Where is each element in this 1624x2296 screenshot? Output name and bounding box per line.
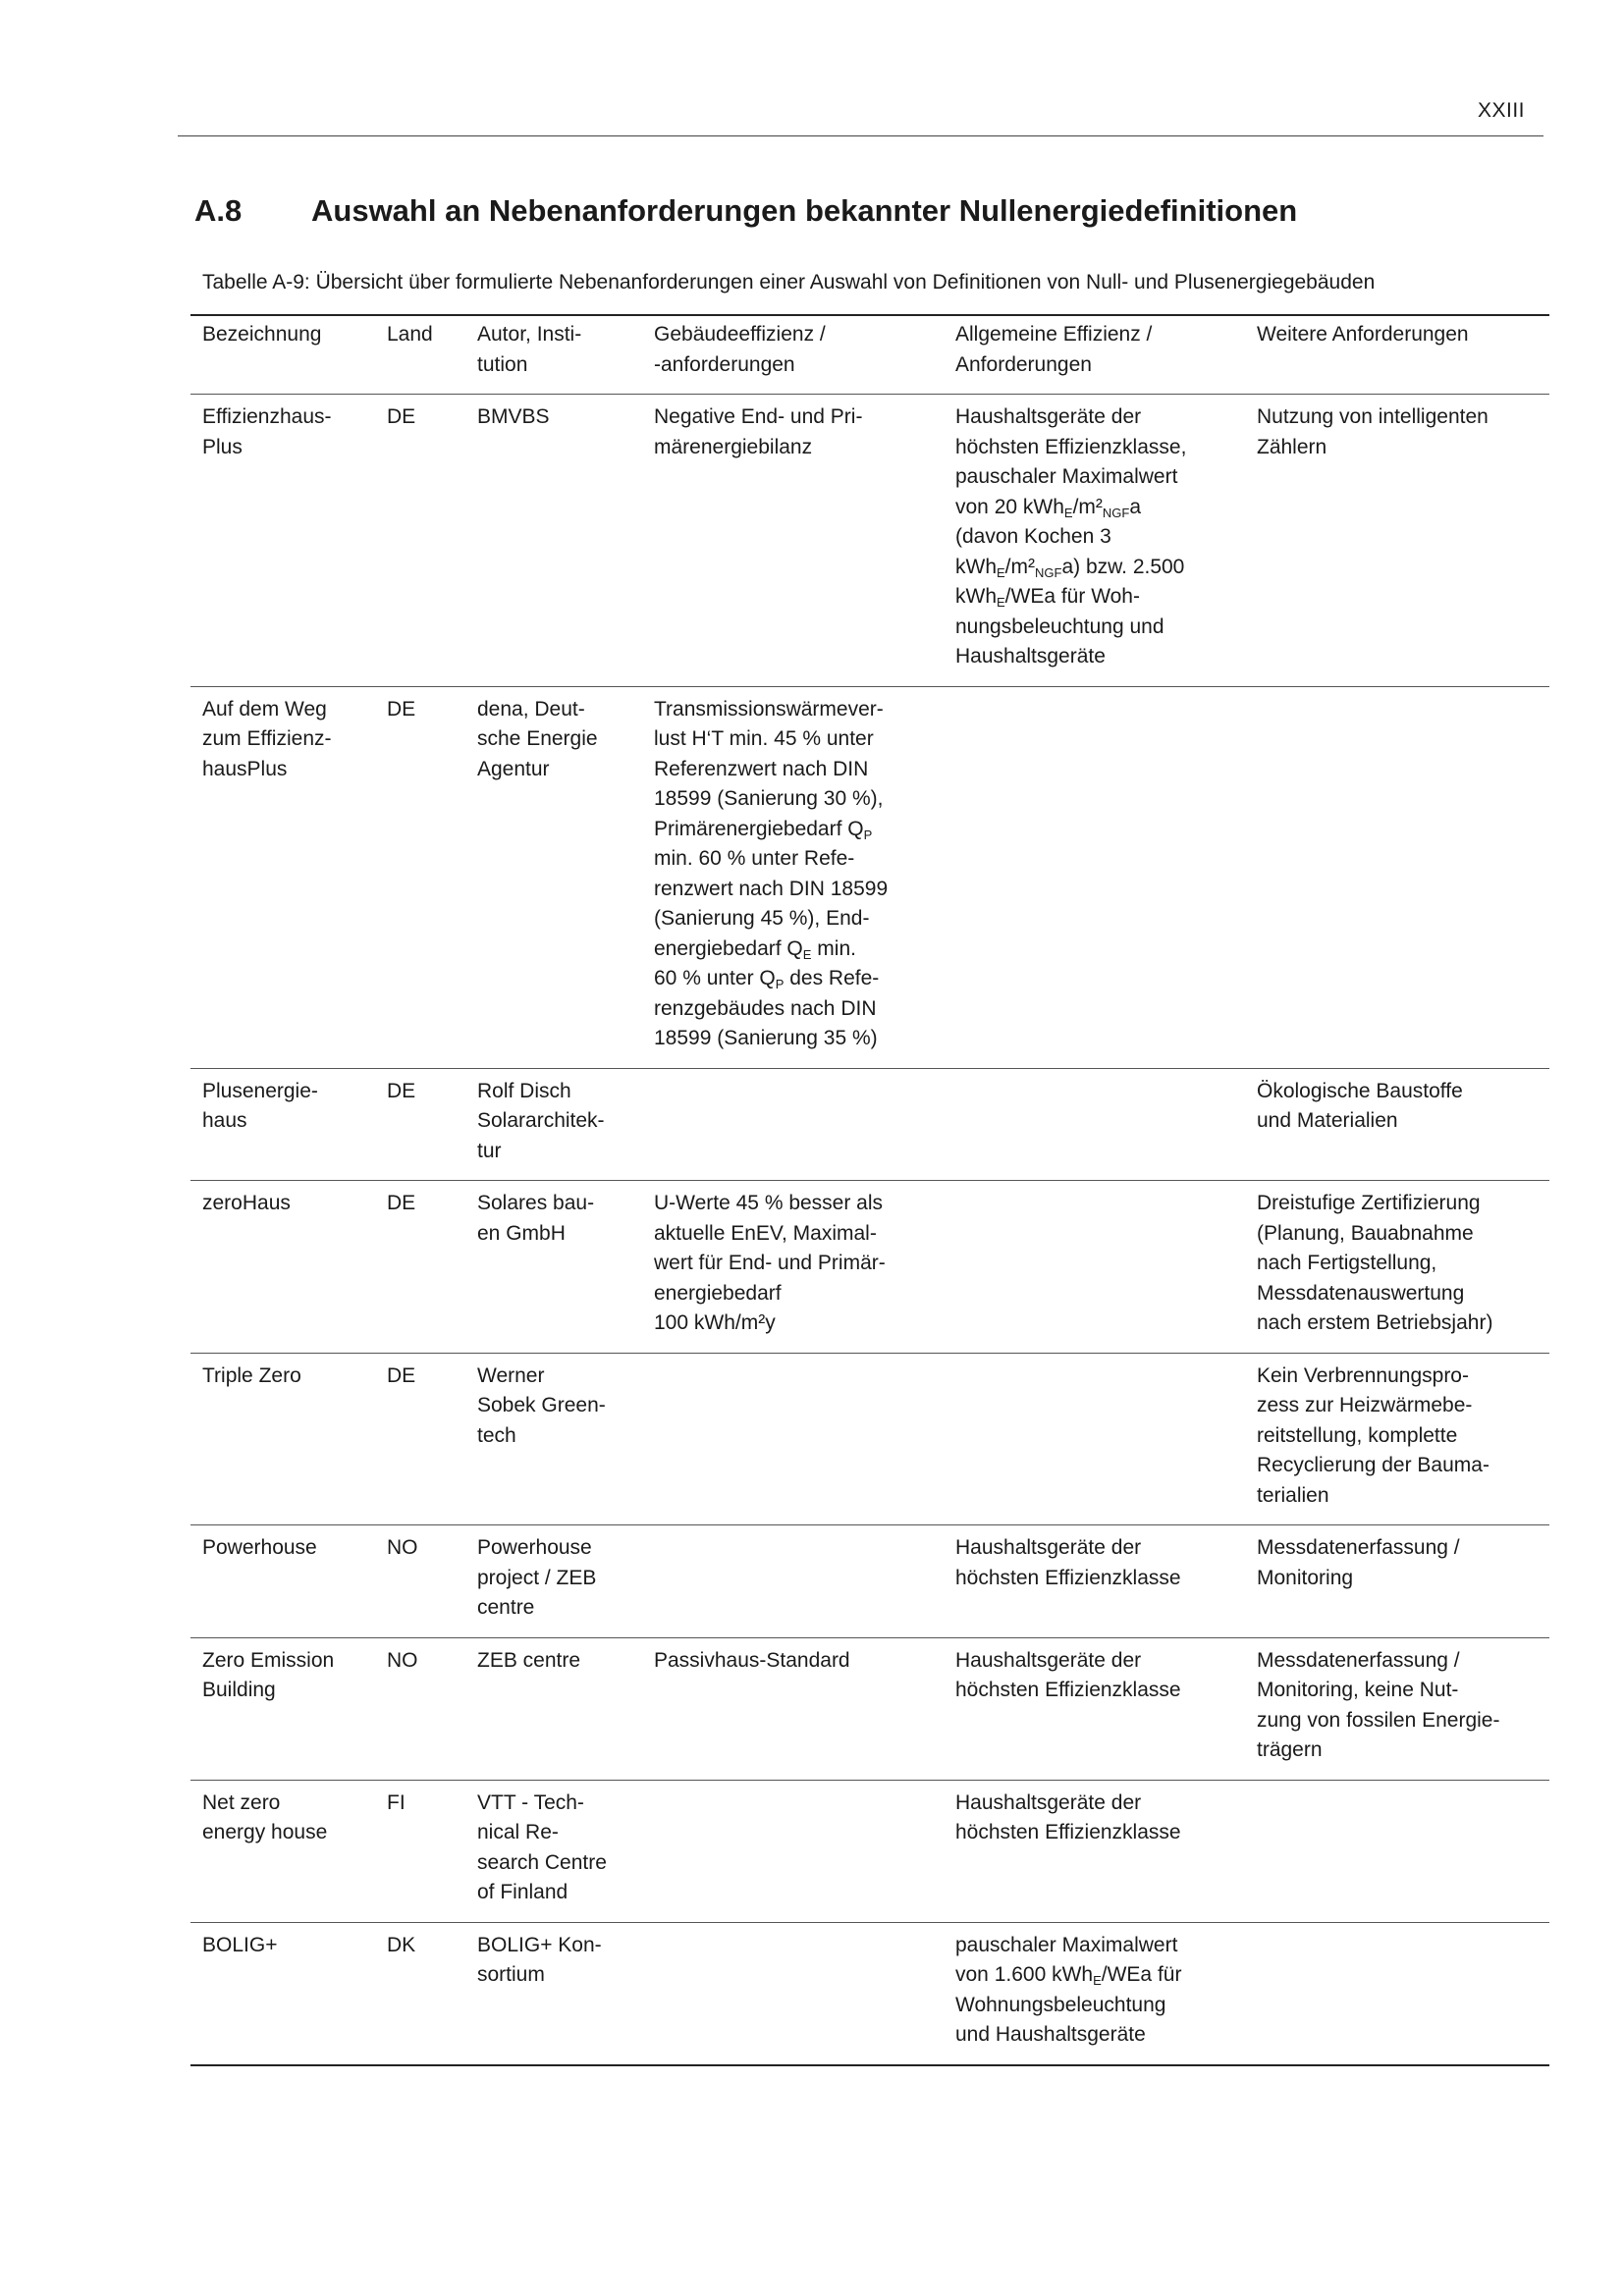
table-row xyxy=(190,1922,1549,2065)
cell-building xyxy=(642,1525,944,1638)
cell-further xyxy=(1245,1922,1549,2065)
table-row xyxy=(190,395,1549,687)
cell-general xyxy=(944,1068,1245,1181)
cell-further: Messdatenerfassung / Monitoring, keine Nut- zung von fossilen Energie- trägern xyxy=(1257,1648,1500,1761)
cell-further: Dreistufige Zertifizierung (Planung, Bauabnahme nach Fertigstellung, Messdatenauswertung nach erstem Betriebsjahr) xyxy=(1257,1192,1493,1334)
cell-country: DE xyxy=(387,1079,416,1102)
cell-further: Nutzung von intelligenten Zählern xyxy=(1257,405,1489,458)
cell-name: zeroHaus xyxy=(202,1192,291,1214)
section-title: Auswahl an Nebenanforderungen bekannter Nullenergiedefinitionen xyxy=(311,193,1298,228)
header-gebaeudeeffizienz: Gebäudeeffizienz / -anforderungen xyxy=(654,323,826,376)
cell-country: DE xyxy=(387,1192,416,1214)
cell-name: Triple Zero xyxy=(202,1363,301,1387)
cell-country: DK xyxy=(387,1933,416,1956)
cell-further xyxy=(1245,1780,1549,1922)
cell-author: Powerhouse project / ZEB centre xyxy=(477,1536,597,1619)
requirements-table xyxy=(190,314,1549,2066)
cell-building: Transmissionswärmever- lust H‘T min. 45 % unter Referenzwert nach DIN 18599 (Sanierung 30 %), Primärenergiebedarf $Q_P$ min. 60 % unter Refe- renzwert nach DIN 18599 (Sanierung 45 %), End- energiebedarf $Q_E$ min. 60 % unter $Q_P$ des Refe- renzgebäudes nach DIN 18599 (Sanierung 35 %) xyxy=(654,697,889,1049)
cell-name: BOLIG+ xyxy=(202,1933,278,1956)
cell-further: Messdatenerfassung / Monitoring xyxy=(1257,1536,1460,1589)
cell-country: DE xyxy=(387,1363,416,1387)
cell-further: Kein Verbrennungspro- zess zur Heizwärmebe- reitstellung, komplette Recyclierung der Bauma- terialien xyxy=(1257,1363,1489,1507)
cell-general xyxy=(944,1353,1245,1525)
header-allgemeine-effizienz: Allgemeine Effizienz / Anforderungen xyxy=(955,323,1153,376)
cell-name: Auf dem Weg zum Effizienz- hausPlus xyxy=(202,697,332,780)
cell-building xyxy=(642,1068,944,1181)
cell-general: Haushaltsgeräte der höchsten Effizienzklasse, pauschaler Maximalwert von 20 $kWh_E/m^2_{NGF}a$ (davon Kochen 3 $kWh_E/m^2_{NGF}a$) bzw. 2.500 kWh$_E$/WEa für Woh- nungsbeleuchtung und Haushaltsgeräte xyxy=(955,405,1187,667)
table-row xyxy=(190,1068,1549,1181)
cell-country: FI xyxy=(387,1790,406,1814)
cell-building: Negative End- und Pri- märenergiebilanz xyxy=(654,405,863,458)
table-row xyxy=(190,1525,1549,1638)
section-number: A.8 xyxy=(194,193,243,228)
cell-author: BOLIG+ Kon- sortium xyxy=(477,1933,602,1986)
cell-building xyxy=(642,1780,944,1922)
cell-country: NO xyxy=(387,1536,418,1559)
table-row xyxy=(190,1637,1549,1780)
cell-author: ZEB centre xyxy=(477,1648,581,1672)
cell-building xyxy=(642,1922,944,2065)
header-land: Land xyxy=(387,323,433,346)
cell-author: Rolf Disch Solararchitek- tur xyxy=(477,1079,605,1162)
header-autor: Autor, Insti- tution xyxy=(477,323,582,376)
cell-author: Solares bau- en GmbH xyxy=(477,1192,595,1245)
cell-author: VTT - Tech- nical Re- search Centre of Finland xyxy=(477,1790,607,1903)
table-row xyxy=(190,1353,1549,1525)
cell-country: DE xyxy=(387,405,416,428)
cell-general: pauschaler Maximalwert von 1.600 kWh$_E$/WEa für Wohnungsbeleuchtung und Haushaltsgeräte xyxy=(955,1933,1182,2046)
cell-general: Haushaltsgeräte der höchsten Effizienzklasse xyxy=(955,1648,1181,1701)
page-number: XXIII xyxy=(1477,99,1525,122)
header-rule xyxy=(178,135,1543,136)
table-row xyxy=(190,1181,1549,1354)
cell-name: Plusenergie- haus xyxy=(202,1079,318,1132)
cell-author: Werner Sobek Green- tech xyxy=(477,1363,606,1447)
cell-general xyxy=(944,686,1245,1068)
cell-author: BMVBS xyxy=(477,405,550,428)
cell-name: Zero Emission Building xyxy=(202,1648,335,1701)
cell-name: Powerhouse xyxy=(202,1536,317,1559)
header-weitere-anforderungen: Weitere Anforderungen xyxy=(1257,323,1469,346)
table-row xyxy=(190,1780,1549,1922)
cell-country: NO xyxy=(387,1648,418,1672)
table-caption: Tabelle A-9: Übersicht über formulierte Nebenanforderungen einer Auswahl von Definitionen von Null- und Plusenergiegebäuden xyxy=(202,271,1376,294)
table-row xyxy=(190,686,1549,1068)
cell-name: Effizienzhaus- Plus xyxy=(202,405,332,458)
cell-author: dena, Deut- sche Energie Agentur xyxy=(477,697,598,780)
cell-general xyxy=(944,1181,1245,1354)
cell-building: U-Werte 45 % besser als aktuelle EnEV, Maximal- wert für End- und Primär- energiebedarf 100 kWh/m²y xyxy=(654,1192,886,1334)
cell-further xyxy=(1245,686,1549,1068)
cell-name: Net zero energy house xyxy=(202,1790,328,1843)
table-header-row xyxy=(190,315,1549,395)
header-bezeichnung: Bezeichnung xyxy=(202,323,322,346)
cell-country: DE xyxy=(387,697,416,721)
cell-general: Haushaltsgeräte der höchsten Effizienzklasse xyxy=(955,1790,1181,1843)
cell-building xyxy=(642,1353,944,1525)
section-heading xyxy=(194,193,1297,229)
cell-general: Haushaltsgeräte der höchsten Effizienzklasse xyxy=(955,1536,1181,1589)
cell-building: Passivhaus-Standard xyxy=(654,1648,850,1672)
cell-further: Ökologische Baustoffe und Materialien xyxy=(1257,1079,1463,1132)
